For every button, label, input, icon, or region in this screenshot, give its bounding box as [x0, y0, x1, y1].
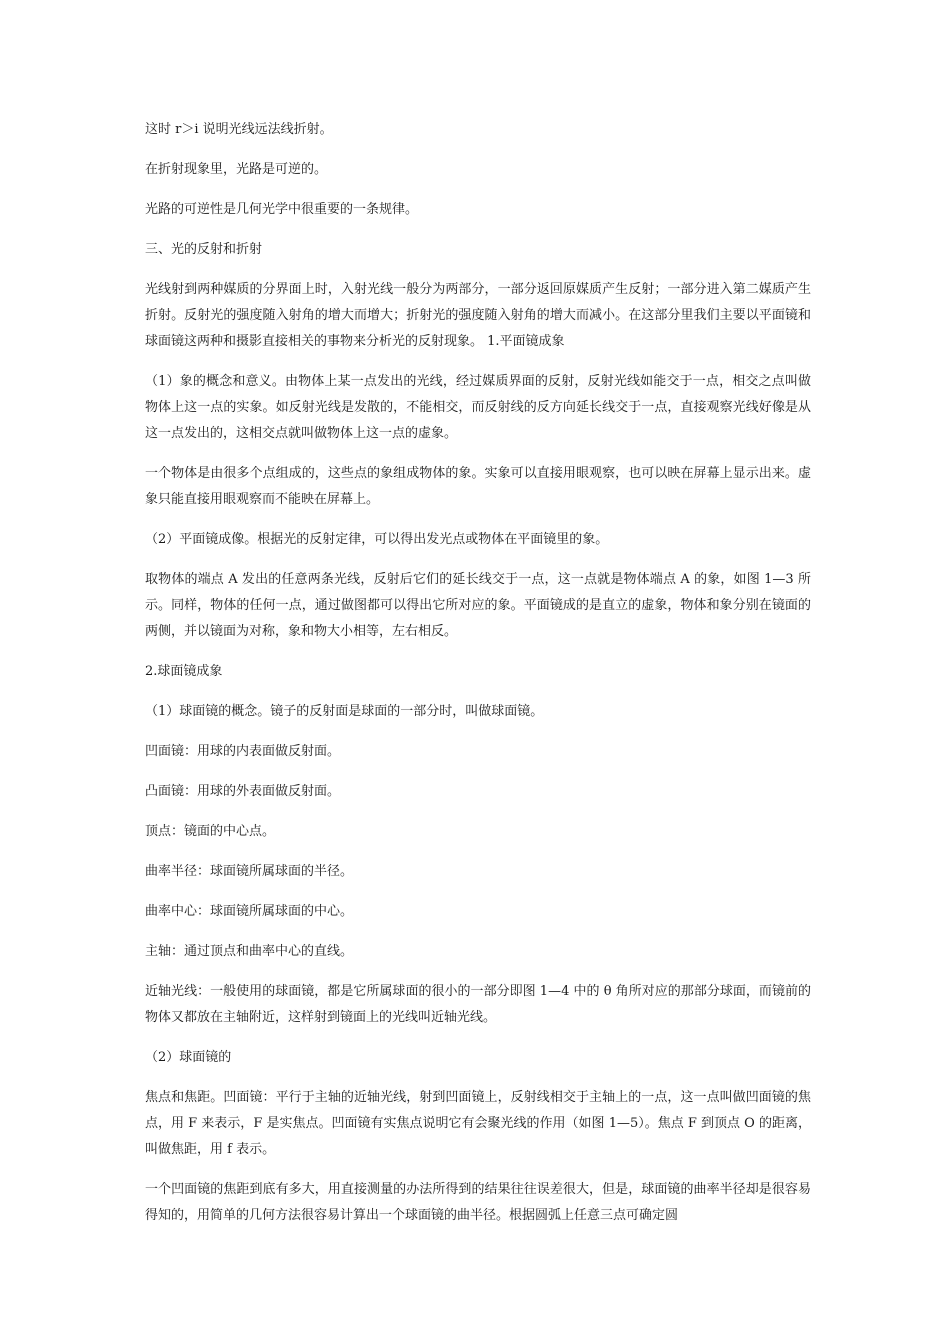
definition-item: 凸面镜：用球的外表面做反射面。 [145, 784, 341, 799]
paragraph: 这时 r＞i 说明光线远法线折射。 [145, 122, 333, 137]
section-heading: 三、光的反射和折射 [145, 242, 263, 257]
paragraph: 在折射现象里，光路是可逆的。 [145, 162, 328, 177]
definition-item: 凹面镜：用球的内表面做反射面。 [145, 744, 341, 759]
definition-item: 主轴：通过顶点和曲率中心的直线。 [145, 944, 354, 959]
paragraph: 取物体的端点 A 发出的任意两条光线，反射后它们的延长线交于一点，这一点就是物体端点 A 的象，如图 1—3 所示。同样，物体的任何一点，通过做图都可以得出它所对应的象。平面镜成的是直立的虚象，物体和象分别在镜面的两侧，并以镜面为对称，象和物大小相等，左右相反。 [145, 572, 811, 639]
paragraph: （1）象的概念和意义。由物体上某一点发出的光线，经过媒质界面的反射，反射光线如能交于一点，相交之点叫做物体上这一点的实象。如反射光线是发散的，不能相交，而反射线的反方向延长线交于一点，直接观察光线好像是从这一点发出的，这相交点就叫做物体上这一点的虚象。 [145, 374, 811, 441]
subsection-heading: 2.球面镜成象 [145, 664, 223, 679]
paragraph: 一个凹面镜的焦距到底有多大，用直接测量的办法所得到的结果往往误差很大，但是，球面镜的曲率半径却是很容易得知的，用简单的几何方法很容易计算出一个球面镜的曲半径。根据圆弧上任意三点可确定圆 [145, 1182, 811, 1223]
paragraph: （2）球面镜的 [145, 1050, 232, 1065]
paragraph: （2）平面镜成像。根据光的反射定律，可以得出发光点或物体在平面镜里的象。 [145, 532, 609, 547]
paragraph: 一个物体是由很多个点组成的，这些点的象组成物体的象。实象可以直接用眼观察，也可以映在屏幕上显示出来。虚象只能直接用眼观察而不能映在屏幕上。 [145, 466, 811, 507]
document-body [145, 117, 811, 1243]
definition-item: 曲率中心：球面镜所属球面的中心。 [145, 904, 354, 919]
definition-item: 曲率半径：球面镜所属球面的半径。 [145, 864, 354, 879]
paragraph: 近轴光线：一般使用的球面镜，都是它所属球面的很小的一部分即图 1—4 中的 θ 角所对应的那部分球面，而镜前的物体又都放在主轴附近，这样射到镜面上的光线叫近轴光线。 [145, 984, 811, 1025]
paragraph: 焦点和焦距。凹面镜：平行于主轴的近轴光线，射到凹面镜上，反射线相交于主轴上的一点，这一点叫做凹面镜的焦点，用 F 来表示，F 是实焦点。凹面镜有实焦点说明它有会聚光线的作用（如图 1—5）。焦点 F 到顶点 O 的距离，叫做焦距，用 f 表示。 [145, 1090, 811, 1157]
paragraph: 光线射到两种媒质的分界面上时，入射光线一般分为两部分，一部分返回原媒质产生反射；一部分进入第二媒质产生折射。反射光的强度随入射角的增大而增大；折射光的强度随入射角的增大而减小。在这部分里我们主要以平面镜和球面镜这两种和摄影直接相关的事物来分析光的反射现象。 1.平面镜成象 [145, 282, 811, 349]
paragraph: （1）球面镜的概念。镜子的反射面是球面的一部分时，叫做球面镜。 [145, 704, 544, 719]
definition-item: 顶点：镜面的中心点。 [145, 824, 276, 839]
paragraph: 光路的可逆性是几何光学中很重要的一条规律。 [145, 202, 419, 217]
